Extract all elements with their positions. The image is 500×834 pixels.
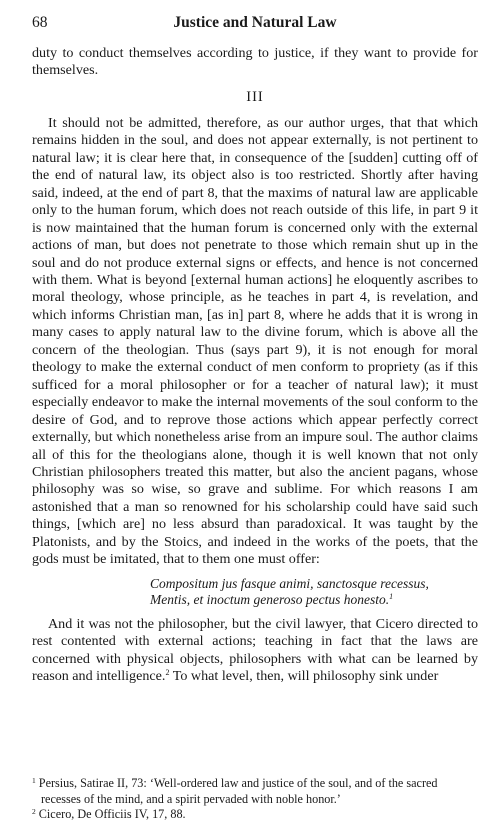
main-paragraph: It should not be admitted, therefore, as our author urges, that that which remains hidden in the soul, and does not appear externally, is not pertinent to natural law; it is clear here that, in consequence of the [sudden] cutting off of the end of natural law, its object also is too restricted. Shortly after having said, indeed, at the end of part 8, that the maxims of natural law are applicable only to the human forum, which does not reach outside of this life, in part 9 it is now maintained that the human forum is concerned only with the external actions of man, but does not penetrate to those which remain shut up in the soul and do not produce external signs or effects, and hence is not concerned with them. What is beyond [external human actions] he eloquently ascribes to moral theology, whose principle, as he teaches in part 4, is revelation, and which informs Christian man, [as in] part 8, where he adds that it is wrong in many cases to apply natural law to the divine forum, which is above all the concern of the theologian. Thus (says part 9), it is not enough for moral theology to make the external conduct of men conform to propriety (as if this sufficed for a moral philosopher or for a teacher of natural law); it must especially endeavor to make the internal movements of the soul conform to the desire of God, and to reprove those actions which appear perfectly correct externally, but which nonetheless arise from an impure soul. The author claims all of this for the theologians alone, though it is well known that not only Christian philosophers treated this matter, but also the ancient pagans, whose philosophy was so wise, so grave and sublime. For which reasons I am astonished that a man so renowned for his scholarship could have said such things, [which are] no less absurd than paradoxical. It was taught by the Platonists, and by the Stoics, and indeed in the works of the poets, that the gods must be imitated, that to them one must offer:	[32, 114, 478, 568]
footnote-reference-1[interactable]: 1	[389, 592, 394, 602]
verse-line-2	[150, 592, 478, 609]
verse-quotation	[150, 576, 478, 609]
footnote-text: Persius, Satirae II, 73: ‘Well-ordered law and justice of the soul, and of the sacred recesses of the mind, and a spirit pervaded with noble honor.’	[38, 776, 438, 806]
final-paragraph-continuation: To what level, then, will philosophy sink under	[169, 668, 439, 685]
footnote-2	[32, 807, 478, 823]
continuation-paragraph: duty to conduct themselves according to justice, if they want to provide for themselves.	[32, 45, 478, 79]
section-heading: III	[246, 88, 264, 105]
footnote-marker: 1	[32, 776, 36, 785]
page-body	[32, 45, 478, 686]
page-header	[32, 14, 478, 36]
final-paragraph-text: And it was not the philosopher, but the civil lawyer, that Cicero directed to rest contented with external actions; teaching in fact that the laws are concerned with physical objects, philosophers with what can be learned by reason and intelligence.	[32, 615, 478, 685]
footnote-reference-2[interactable]: 2	[165, 668, 170, 678]
verse-line-1: Compositum jus fasque animi, sanctosque recessus,	[150, 575, 429, 591]
verse-line-2-text: Mentis, et inoctum generoso pectus honesto.	[150, 592, 390, 608]
final-paragraph	[32, 616, 478, 686]
running-title: Justice and Natural Law	[173, 14, 337, 31]
footnotes	[32, 776, 478, 823]
footnote-marker: 2	[32, 807, 36, 816]
page-number: 68	[32, 14, 48, 31]
footnote-text: Cicero, De Officiis IV, 17, 88.	[38, 807, 186, 821]
footnote-1	[32, 776, 478, 807]
